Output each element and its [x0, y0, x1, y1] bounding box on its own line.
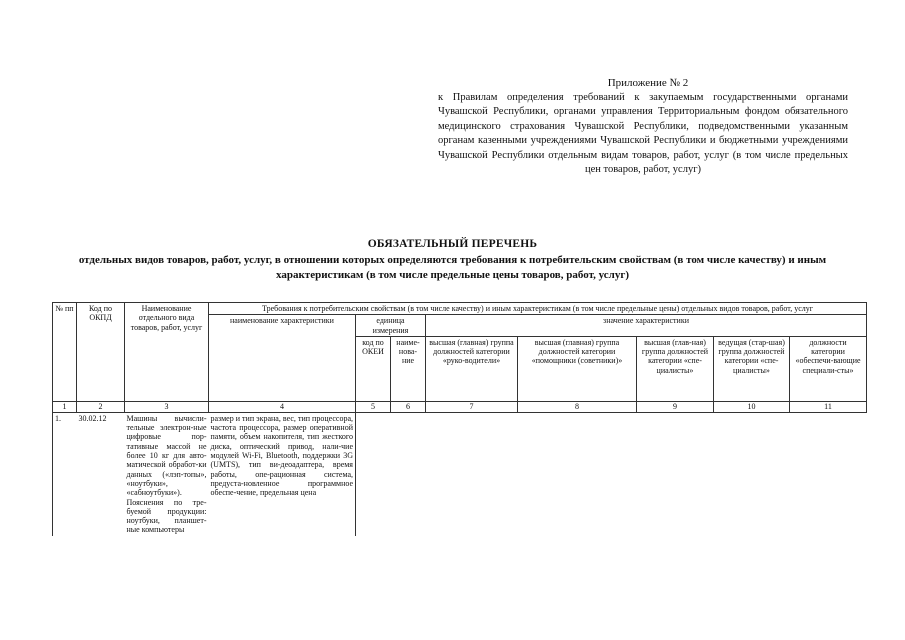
column-number: 6 — [391, 401, 426, 412]
header-char-name: наименование характеристики — [209, 315, 356, 402]
row-num: 1. — [53, 412, 77, 535]
column-number: 1 — [53, 401, 77, 412]
column-number: 3 — [125, 401, 209, 412]
row-empty-cell — [356, 412, 391, 535]
row-characteristics: размер и тип экрана, вес, тип процессора, частота процессора, размер оперативной памяти, объем накопителя, тип жесткого диска, оптический привод, нали-чие модулей Wi-Fi, Bluetooth, поддержки 3G (UMTS), тип ви-деоадаптера, время работы, опе-рационная система, предуста-новленное программное обеспе-чение, предельная цена — [209, 412, 356, 535]
header-category-1: высшая (главная) группа должностей категории «руко-водители» — [426, 336, 518, 401]
column-number: 5 — [356, 401, 391, 412]
header-category-2: высшая (главная) группа должностей категории «помощники (советники)» — [518, 336, 637, 401]
appendix-block — [438, 76, 848, 178]
row-empty-cell — [790, 412, 867, 535]
table-row — [53, 412, 867, 535]
header-okei: код по ОКЕИ — [356, 336, 391, 401]
header-unit: единица измерения — [356, 315, 426, 337]
header-name: Наименование отдельного вида товаров, работ, услуг — [125, 303, 209, 402]
row-empty-cell — [426, 412, 518, 535]
column-number: 11 — [790, 401, 867, 412]
row-empty-cell — [714, 412, 790, 535]
header-char-value: значение характеристики — [426, 315, 867, 337]
column-number: 4 — [209, 401, 356, 412]
appendix-title: Приложение № 2 — [607, 77, 689, 89]
row-empty-cell — [637, 412, 714, 535]
header-requirements: Требования к потребительским свойствам (в том числе качеству) и иным характеристикам (в том числе предельные цены) отдельных видов товаров, работ, услуг — [209, 303, 867, 315]
header-category-3: высшая (глав-ная) группа должностей категории «спе-циалисты» — [637, 336, 714, 401]
header-okpd: Код по ОКПД — [77, 303, 125, 402]
column-number: 8 — [518, 401, 637, 412]
header-category-5: должности категории «обеспечи-вающие специали-сты» — [790, 336, 867, 401]
header-num: № пп — [53, 303, 77, 402]
table-header-row — [53, 303, 867, 315]
column-number: 9 — [637, 401, 714, 412]
header-unit-name: наиме-нова-ние — [391, 336, 426, 401]
header-category-4: ведущая (стар-шая) группа должностей категории «спе-циалисты» — [714, 336, 790, 401]
column-number: 2 — [77, 401, 125, 412]
row-empty-cell — [518, 412, 637, 535]
requirements-table — [52, 302, 867, 536]
column-number: 10 — [714, 401, 790, 412]
row-okpd: 30.02.12 — [78, 413, 107, 423]
document-title: ОБЯЗАТЕЛЬНЫЙ ПЕРЕЧЕНЬ — [367, 238, 538, 250]
document-subtitle: отдельных видов товаров, работ, услуг, в отношении которых определяются требования к потребительским свойствам (в том числе качеству) и иным характеристикам (в том числе предельные цены товаров, работ, услуг) — [78, 254, 827, 281]
column-number: 7 — [426, 401, 518, 412]
appendix-text: к Правилам определения требований к закупаемым государственными органами Чувашской Республики, органами управления Территориальным фондом обязательного медицинского страхования Чувашской Республики, подведомственными указанным органам казенными учреждениями Чувашской Республики и бюджетными учреждениями Чувашской Республики отдельным видам товаров, работ, услуг (в том числе предельных цен товаров, работ, услуг) — [438, 91, 848, 175]
row-empty-cell — [391, 412, 426, 535]
column-number-row — [53, 401, 867, 412]
row-name: Машины вычисли-тельные электрон-ные цифровые пор-тативные массой не более 10 кг для авто-матической обработ-ки данных («лэп-топы», «ноутбуки», «сабноутбуки»). Пояснения по тре-буемой продукции: ноутбуки, планшет-ные компьютеры — [126, 413, 207, 535]
